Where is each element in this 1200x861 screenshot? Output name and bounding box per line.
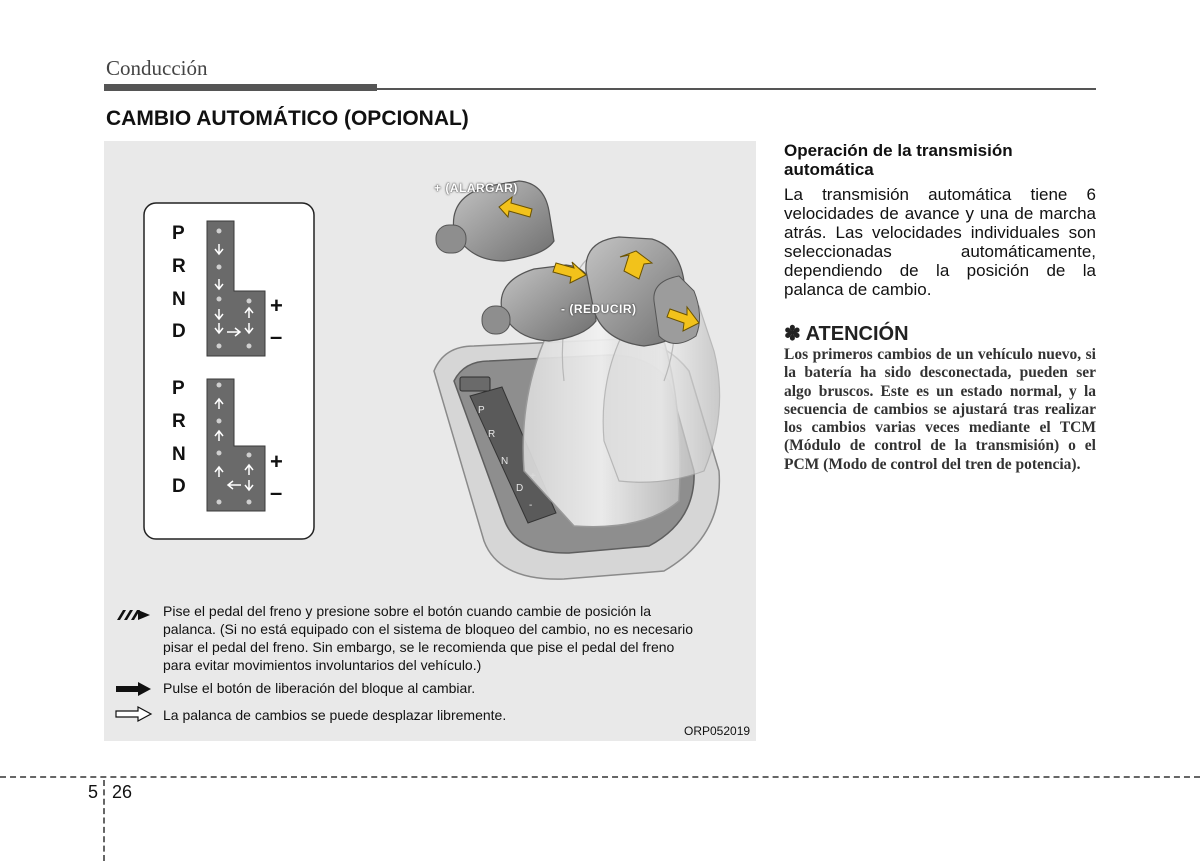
legend-line: palanca. (Si no está equipado con el sistema de bloqueo del cambio, no es necesario [163, 621, 694, 637]
plus-sign: + [270, 449, 283, 474]
footer-vertical-divider [103, 780, 105, 861]
header-rule-thick [104, 84, 377, 91]
label-reducir: - (REDUCIR) [561, 302, 637, 316]
svg-text:D: D [516, 483, 524, 494]
footer-divider [0, 776, 1200, 778]
svg-text:-: - [529, 500, 533, 511]
gear-letter-r: R [172, 256, 186, 277]
legend-line: pisar el pedal del freno. Sin embargo, se le recomienda que pise el pedal del freno [163, 639, 675, 655]
section-heading: Operación de la transmisión automática [784, 141, 1013, 179]
gear-letter-p: P [172, 223, 185, 244]
legend-item-free-shift: La palanca de cambios se puede desplazar libremente. [163, 707, 507, 723]
page-number: 26 [112, 782, 133, 802]
legend-item-brake [163, 602, 753, 674]
svg-text:N: N [501, 456, 509, 467]
header-rule-thin [377, 88, 1096, 90]
attention-title: ✽ ATENCIÓN [784, 323, 909, 345]
legend-line: para evitar movimientos involuntarios del vehículo.) [163, 657, 482, 673]
striped-arrow-icon [114, 607, 154, 623]
legend-item-release-button: Pulse el botón de liberación del bloque al cambiar. [163, 680, 476, 696]
gear-lever-illustration [104, 141, 756, 591]
figure-code: ORP052019 [684, 724, 751, 738]
minus-sign: – [270, 324, 283, 349]
gear-letter-n: N [172, 444, 186, 465]
solid-arrow-icon [114, 681, 154, 697]
gear-letter-r: R [172, 411, 186, 432]
attention-body: Los primeros cambios de un vehículo nuevo, si la batería ha sido desconectada, pueden ser algo bruscos. Este es un estado normal, y la secuencia de cambios se ajustará tras realizar los cambios varias veces mediante el TCM (Módulo de control de la transmisión) o el PCM (Modo de control del tren de potencia). [784, 346, 1096, 473]
section-name: Conducción [106, 56, 208, 80]
outline-arrow-icon [114, 705, 154, 723]
gear-letter-d: D [172, 321, 186, 342]
figure-panel [104, 141, 756, 741]
svg-text:P: P [478, 405, 485, 416]
minus-sign: – [270, 480, 283, 505]
chapter-number: 5 [88, 782, 99, 802]
label-alargar: + (ALARGAR) [434, 181, 518, 195]
svg-text:R: R [488, 429, 496, 440]
gear-letter-n: N [172, 289, 186, 310]
page-title: CAMBIO AUTOMÁTICO (OPCIONAL) [106, 107, 469, 130]
section-body: La transmisión automática tiene 6 velocidades de avance y una de marcha atrás. Las velocidades individuales son seleccionadas automáticamente, dependiendo de la posición de la palanca de cambio. [784, 185, 1096, 299]
gear-letter-d: D [172, 476, 186, 497]
legend-line: Pise el pedal del freno y presione sobre el botón cuando cambie de posición la [163, 603, 651, 619]
plus-sign: + [270, 293, 283, 318]
gear-letter-p: P [172, 378, 185, 399]
